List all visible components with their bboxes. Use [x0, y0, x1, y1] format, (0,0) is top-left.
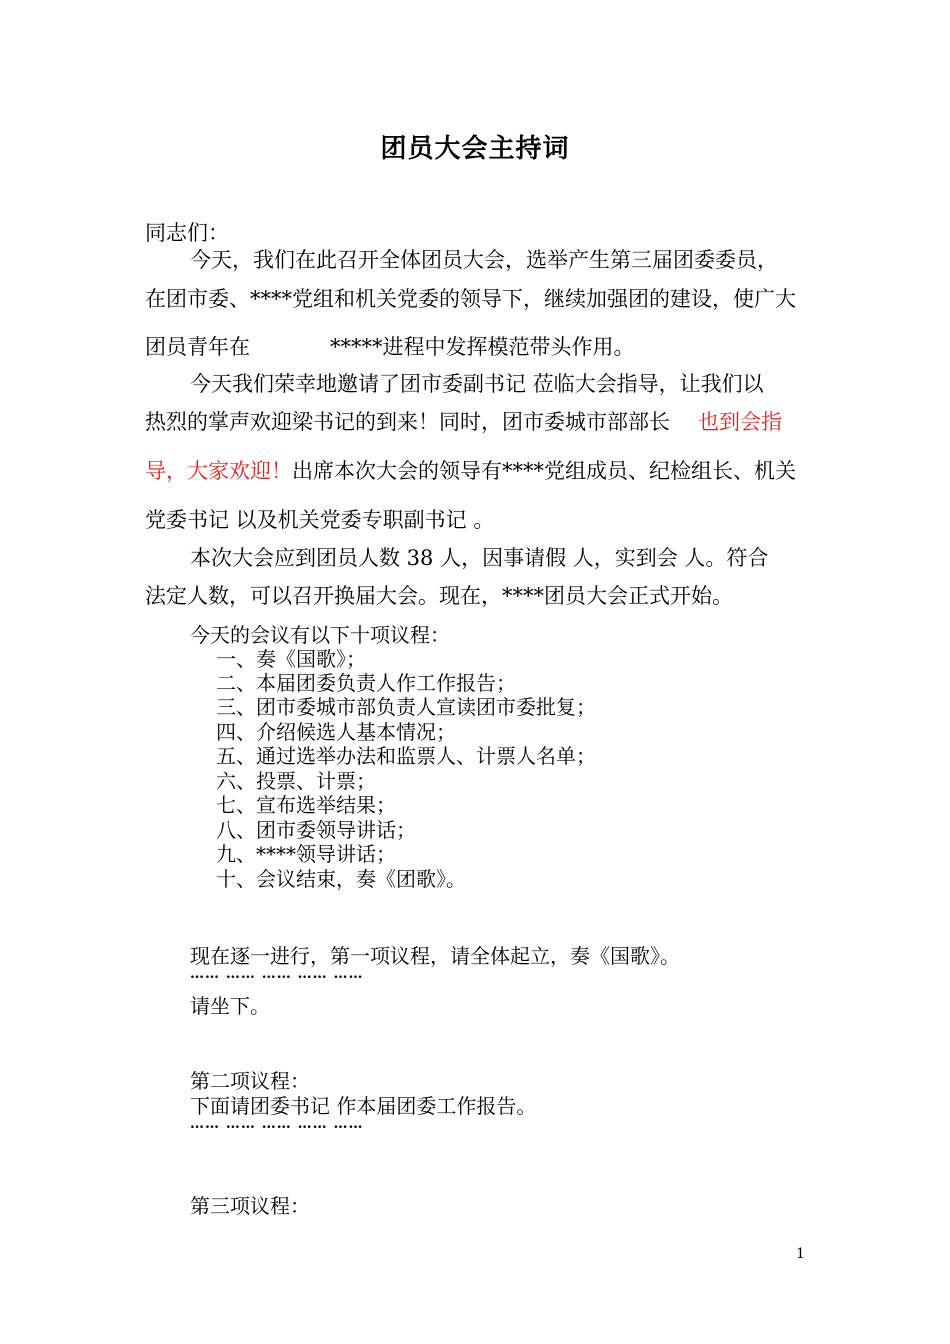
- paragraph-2-line-2: [145, 407, 782, 437]
- agenda-item: 一、奏《国歌》；: [216, 647, 366, 671]
- document-title: 团员大会主持词: [380, 134, 570, 164]
- agenda-item: 二、本届团委负责人作工作报告；: [216, 671, 516, 695]
- step-3-heading: 第三项议程：: [190, 1194, 310, 1218]
- page-number: 1: [796, 1246, 805, 1262]
- agenda-item: 五、通过选举办法和监票人、计票人名单；: [216, 744, 596, 768]
- paragraph-1-line-3: [145, 332, 635, 362]
- paragraph-2-line-3: [145, 456, 796, 486]
- agenda-item: 七、宣布选举结果；: [216, 793, 396, 817]
- agenda-item: 四、介绍候选人基本情况；: [216, 720, 456, 744]
- paragraph-1-line-3-end: *****进程中发挥模范带头作用。: [330, 335, 635, 359]
- ellipsis-dots: …… …… …… …… ……: [190, 966, 364, 982]
- ellipsis-dots: …… …… …… …… ……: [190, 1116, 364, 1132]
- agenda-item: 九、****领导讲话；: [216, 842, 396, 866]
- paragraph-3-line-2: 法定人数，可以召开换届大会。现在，****团员大会正式开始。: [145, 584, 733, 608]
- step-1-line-2: 请坐下。: [190, 994, 270, 1018]
- step-2-heading: 第二项议程：: [190, 1069, 310, 1093]
- agenda-intro: 今天的会议有以下十项议程：: [190, 623, 450, 647]
- agenda-item: 八、团市委领导讲话；: [216, 818, 416, 842]
- agenda-item: 三、团市委城市部负责人宣读团市委批复；: [216, 695, 596, 719]
- step-2-line-1: 下面请团委书记 作本届团委工作报告。: [190, 1094, 537, 1118]
- step-1-line-1: 现在逐一进行，第一项议程，请全体起立，奏《国歌》。: [190, 944, 680, 968]
- paragraph-1-line-3-start: 团员青年在: [145, 335, 250, 359]
- paragraph-2-line-2-red: 也到会指: [698, 410, 782, 434]
- agenda-item: 六、投票、计票；: [216, 769, 376, 793]
- paragraph-2-line-1: 今天我们荣幸地邀请了团市委副书记 莅临大会指导，让我们以: [190, 372, 764, 396]
- paragraph-1-line-2: 在团市委、****党组和机关党委的领导下，继续加强团的建设，使广大: [145, 287, 796, 311]
- greeting: 同志们：: [145, 221, 229, 245]
- agenda-item: 十、会议结束，奏《团歌》。: [216, 867, 466, 891]
- paragraph-2-line-3-end: 出席本次大会的领导有****党组成员、纪检组长、机关: [292, 459, 796, 483]
- paragraph-3-line-1: 本次大会应到团员人数 38 人，因事请假 人，实到会 人。符合: [190, 546, 769, 570]
- paragraph-2-line-3-red: 导，大家欢迎！: [145, 459, 292, 483]
- paragraph-1-line-1: 今天，我们在此召开全体团员大会，选举产生第三届团委委员，: [190, 248, 778, 272]
- paragraph-2-line-2-start: 热烈的掌声欢迎梁书记的到来！同时，团市委城市部部长: [145, 410, 670, 434]
- paragraph-2-line-4: 党委书记 以及机关党委专职副书记 。: [145, 508, 495, 532]
